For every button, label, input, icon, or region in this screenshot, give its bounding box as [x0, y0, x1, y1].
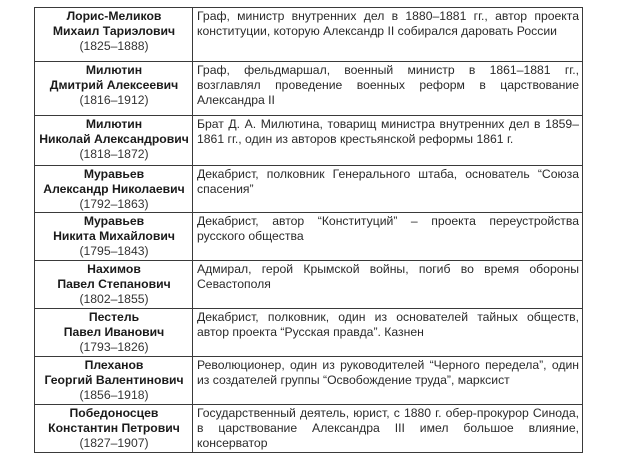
person-description: Декабрист, автор “Конституций” – проекта переустройства русского общества [193, 213, 583, 261]
person-cell [35, 309, 193, 357]
table-row [35, 261, 583, 309]
person-cell [35, 8, 193, 62]
person-cell [35, 213, 193, 261]
person-years: (1856–1918) [79, 387, 149, 402]
person-cell [35, 405, 193, 453]
person-given-name: Николай Александрович [39, 131, 189, 146]
person-years: (1793–1826) [79, 339, 149, 354]
person-given-name: Георгий Валентинович [44, 373, 184, 388]
person-description: Декабрист, полковник Генерального штаба, основатель “Союза спасения” [193, 166, 583, 213]
person-given-name: Дмитрий Алексеевич [49, 77, 179, 92]
biography-table [34, 7, 583, 453]
person-given-name: Константин Петрович [48, 421, 180, 436]
person-cell [35, 116, 193, 166]
person-cell [35, 261, 193, 309]
person-surname: Победоносцев [69, 406, 159, 421]
table-row [35, 8, 583, 62]
person-description: Революционер, один из руководителей “Черного передела”, один из создателей группы “Освобождение труда”, марксист [193, 357, 583, 405]
table-row [35, 405, 583, 453]
person-description: Граф, фельдмаршал, военный министр в 1861–1881 гг., возглавлял проведение военных реформ в царствование Александра II [193, 62, 583, 116]
table-row [35, 116, 583, 166]
person-surname: Муравьев [83, 167, 145, 181]
table-row [35, 309, 583, 357]
person-years: (1792–1863) [79, 196, 149, 211]
person-given-name: Павел Степанович [57, 277, 171, 292]
person-given-name: Михаил Тариэлович [52, 23, 176, 38]
person-given-name: Александр Николаевич [43, 181, 185, 196]
person-description: Адмирал, герой Крымской войны, погиб во время обороны Севастополя [193, 261, 583, 309]
person-years: (1802–1855) [79, 291, 149, 306]
person-description: Декабрист, полковник, один из основателей тайных обществ, автор проекта “Русская правда”. Казнен [193, 309, 583, 357]
person-cell [35, 357, 193, 405]
biography-table-body [35, 8, 583, 453]
person-years: (1818–1872) [79, 146, 149, 161]
person-years: (1795–1843) [79, 243, 149, 258]
person-surname: Плеханов [84, 358, 144, 373]
person-surname: Милютин [85, 63, 143, 77]
person-years: (1827–1907) [79, 435, 149, 450]
person-description: Брат Д. А. Милютина, товарищ министра внутренних дел в 1859–1861 гг., один из авторов крестьянской реформы 1861 г. [193, 116, 583, 166]
person-surname: Нахимов [87, 262, 141, 277]
table-row [35, 62, 583, 116]
person-description: Государственный деятель, юрист, с 1880 г. обер-прокурор Синода, в царствование Александра III имел большое влияние, консерватор [193, 405, 583, 453]
person-surname: Пестель [88, 310, 140, 325]
person-surname: Муравьев [83, 214, 145, 229]
person-given-name: Павел Иванович [63, 325, 165, 340]
person-surname: Лорис-Меликов [66, 9, 162, 23]
person-cell [35, 62, 193, 116]
person-description: Граф, министр внутренних дел в 1880–1881 гг., автор проекта конституции, которую Александр II собирался даровать России [193, 8, 583, 62]
table-row [35, 357, 583, 405]
person-cell [35, 166, 193, 213]
person-years: (1825–1888) [79, 38, 149, 53]
person-surname: Милютин [85, 117, 143, 131]
person-given-name: Никита Михайлович [53, 229, 175, 244]
table-row [35, 166, 583, 213]
table-row [35, 213, 583, 261]
person-years: (1816–1912) [79, 92, 149, 107]
